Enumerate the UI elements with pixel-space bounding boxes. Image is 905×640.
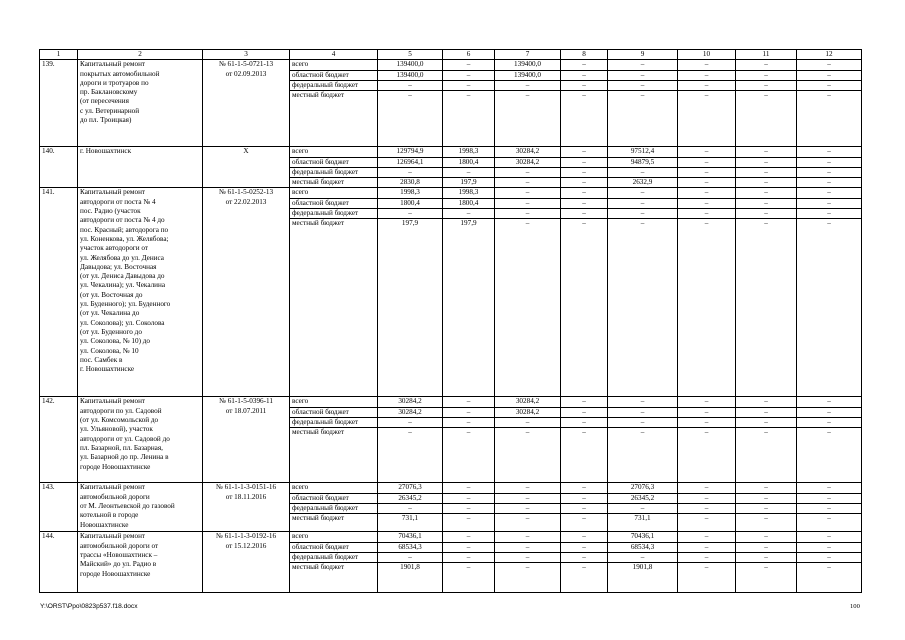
amount-cell: – [797,397,862,407]
amount-cell: – [678,407,736,417]
amount-cell: – [443,167,495,177]
amount-cell: – [495,178,561,188]
row-number: 141. [40,188,78,397]
amount-cell: – [443,407,495,417]
funding-source: федеральный бюджет [290,80,378,90]
document-path: Y:\ORST\Ppo\0823p537.f18.docx [40,603,138,610]
amount-cell: – [495,493,561,503]
amount-cell: – [561,532,608,542]
column-header: 9 [608,50,678,60]
amount-cell: – [797,563,862,593]
header-row [40,50,862,60]
amount-cell: 1998,3 [443,188,495,198]
amount-cell: – [678,428,736,483]
amount-cell: – [443,428,495,483]
row-number: 143. [40,483,78,532]
amount-cell: – [678,91,736,147]
amount-cell: – [797,209,862,219]
funding-source: всего [290,532,378,542]
amount-cell: – [736,178,797,188]
budget-table [39,49,862,593]
amount-cell: – [736,397,797,407]
amount-cell: – [443,70,495,80]
funding-source: местный бюджет [290,91,378,147]
amount-cell: 70436,1 [378,532,443,542]
amount-cell: – [736,542,797,552]
amount-cell: 139400,0 [495,70,561,80]
amount-cell: – [561,147,608,157]
amount-cell: 1901,8 [378,563,443,593]
funding-source: федеральный бюджет [290,553,378,563]
amount-cell: – [608,407,678,417]
amount-cell: – [608,397,678,407]
amount-cell: – [608,91,678,147]
funding-source: всего [290,483,378,493]
amount-cell: – [797,493,862,503]
column-header: 7 [495,50,561,60]
expertise-document: № 61-1-5-0721-13 от 02.09.2013 [203,60,290,147]
amount-cell: 126964,1 [378,157,443,167]
funding-source: местный бюджет [290,219,378,397]
project-name: Капитальный ремонт автодороги по ул. Садовой (от ул. Комсомольской до ул. Ульяновой), участок автодороги от ул. Садовой до пл. Базарной, пл. Базарная, ул. Базарной до пр. Ленина в городе Новошахтинске [78,397,203,483]
amount-cell: – [608,167,678,177]
amount-cell: – [797,504,862,514]
amount-cell: 197,9 [378,219,443,397]
amount-cell: – [561,178,608,188]
amount-cell: – [736,493,797,503]
amount-cell: – [736,188,797,198]
amount-cell: – [678,147,736,157]
funding-source: местный бюджет [290,178,378,188]
amount-cell: 129794,9 [378,147,443,157]
amount-cell: 30284,2 [495,157,561,167]
amount-cell: – [678,219,736,397]
funding-source: областной бюджет [290,493,378,503]
table-row [40,397,862,407]
amount-cell: – [378,167,443,177]
amount-cell: – [495,198,561,208]
expertise-document: № 61-1-5-0396-11 от 18.07.2011 [203,397,290,483]
amount-cell: – [608,428,678,483]
amount-cell: – [608,60,678,70]
amount-cell: – [561,504,608,514]
amount-cell: – [736,514,797,532]
amount-cell: – [736,504,797,514]
amount-cell: – [736,198,797,208]
amount-cell: 68534,3 [608,542,678,552]
amount-cell: 1800,4 [378,198,443,208]
amount-cell: – [561,542,608,552]
expertise-document: № 61-1-1-3-0151-16 от 18.11.2016 [203,483,290,532]
amount-cell: – [678,209,736,219]
amount-cell: – [608,80,678,90]
amount-cell: – [678,188,736,198]
amount-cell: 1998,3 [443,147,495,157]
amount-cell: – [736,80,797,90]
amount-cell: 30284,2 [495,147,561,157]
amount-cell: – [678,532,736,542]
table-row [40,483,862,493]
amount-cell: – [443,80,495,90]
amount-cell: 30284,2 [495,407,561,417]
amount-cell: – [561,483,608,493]
amount-cell: – [736,428,797,483]
amount-cell: – [495,542,561,552]
amount-cell: 139400,0 [495,60,561,70]
amount-cell: – [797,483,862,493]
amount-cell: – [797,188,862,198]
amount-cell: – [608,198,678,208]
funding-source: областной бюджет [290,407,378,417]
column-header: 4 [290,50,378,60]
amount-cell: – [797,147,862,157]
amount-cell: 27076,3 [378,483,443,493]
funding-source: всего [290,188,378,198]
amount-cell: – [608,504,678,514]
column-header: 1 [40,50,78,60]
column-header: 8 [561,50,608,60]
amount-cell: – [443,60,495,70]
amount-cell: – [797,60,862,70]
funding-source: местный бюджет [290,563,378,593]
amount-cell: – [561,493,608,503]
project-name: Капитальный ремонт покрытых автомобильной дороги и тротуаров по пр. Баклановскому (от пересечения с ул. Ветеринарной до пл. Троицкая) [78,60,203,147]
amount-cell: 1800,4 [443,157,495,167]
project-name: Капитальный ремонт автомобильной дороги от трассы «Новошахтинск – Майский» до ул. Радио в городе Новошахтинске [78,532,203,593]
amount-cell: 94879,5 [608,157,678,167]
funding-source: федеральный бюджет [290,418,378,428]
column-header: 3 [203,50,290,60]
amount-cell: – [797,418,862,428]
amount-cell: – [378,91,443,147]
column-header: 11 [736,50,797,60]
column-header: 12 [797,50,862,60]
amount-cell: – [678,397,736,407]
amount-cell: – [678,563,736,593]
amount-cell: – [443,418,495,428]
amount-cell: – [736,157,797,167]
amount-cell: 2632,9 [608,178,678,188]
amount-cell: – [561,60,608,70]
amount-cell: – [561,407,608,417]
amount-cell: – [561,70,608,80]
table-row [40,532,862,542]
funding-source: местный бюджет [290,428,378,483]
amount-cell: – [736,407,797,417]
amount-cell: – [495,188,561,198]
funding-source: федеральный бюджет [290,167,378,177]
amount-cell: – [678,504,736,514]
table-row [40,147,862,157]
amount-cell: – [797,91,862,147]
amount-cell: – [495,483,561,493]
amount-cell: 197,9 [443,219,495,397]
row-number: 142. [40,397,78,483]
amount-cell: 70436,1 [608,532,678,542]
amount-cell: – [797,80,862,90]
amount-cell: – [378,553,443,563]
amount-cell: – [608,188,678,198]
funding-source: всего [290,147,378,157]
amount-cell: – [678,167,736,177]
amount-cell: – [797,178,862,188]
amount-cell: 139400,0 [378,70,443,80]
amount-cell: – [495,532,561,542]
amount-cell: – [736,91,797,147]
amount-cell: – [495,514,561,532]
amount-cell: – [608,553,678,563]
column-header: 10 [678,50,736,60]
amount-cell: – [797,428,862,483]
column-header: 2 [78,50,203,60]
expertise-document: № 61-1-5-0252-13 от 22.02.2013 [203,188,290,397]
amount-cell: – [561,514,608,532]
amount-cell: – [736,532,797,542]
amount-cell: – [797,542,862,552]
amount-cell: 1998,3 [378,188,443,198]
column-header: 5 [378,50,443,60]
expertise-document: Х [203,147,290,188]
amount-cell: – [608,209,678,219]
amount-cell: – [495,80,561,90]
table-row [40,60,862,70]
amount-cell: – [678,157,736,167]
amount-cell: – [736,147,797,157]
amount-cell: – [608,70,678,80]
funding-source: всего [290,60,378,70]
amount-cell: – [495,428,561,483]
funding-source: федеральный бюджет [290,209,378,219]
amount-cell: – [495,563,561,593]
amount-cell: – [736,483,797,493]
amount-cell: – [561,219,608,397]
amount-cell: 2830,8 [378,178,443,188]
amount-cell: 30284,2 [378,407,443,417]
amount-cell: – [443,563,495,593]
amount-cell: – [561,91,608,147]
amount-cell: 731,1 [608,514,678,532]
amount-cell: – [678,553,736,563]
amount-cell: 97512,4 [608,147,678,157]
amount-cell: – [797,532,862,542]
funding-source: областной бюджет [290,70,378,80]
amount-cell: – [561,397,608,407]
amount-cell: – [797,553,862,563]
funding-source: областной бюджет [290,157,378,167]
amount-cell: – [736,209,797,219]
amount-cell: 197,9 [443,178,495,188]
amount-cell: – [495,504,561,514]
amount-cell: – [678,542,736,552]
amount-cell: – [495,553,561,563]
amount-cell: – [561,80,608,90]
funding-source: всего [290,397,378,407]
amount-cell: 68534,3 [378,542,443,552]
amount-cell: – [797,198,862,208]
amount-cell: – [561,157,608,167]
amount-cell: – [678,493,736,503]
amount-cell: – [443,532,495,542]
amount-cell: – [736,418,797,428]
row-number: 139. [40,60,78,147]
funding-source: областной бюджет [290,198,378,208]
amount-cell: – [678,418,736,428]
amount-cell: – [736,167,797,177]
table-row [40,188,862,198]
amount-cell: – [678,70,736,80]
column-header: 6 [443,50,495,60]
amount-cell: – [797,514,862,532]
amount-cell: – [736,60,797,70]
amount-cell: – [561,188,608,198]
row-number: 140. [40,147,78,188]
amount-cell: 1901,8 [608,563,678,593]
amount-cell: – [495,219,561,397]
funding-source: федеральный бюджет [290,504,378,514]
page-number: 100 [850,603,860,610]
amount-cell: – [561,418,608,428]
amount-cell: 26345,2 [608,493,678,503]
amount-cell: – [797,70,862,80]
amount-cell: – [378,80,443,90]
amount-cell: 1800,4 [443,198,495,208]
amount-cell: – [736,70,797,80]
amount-cell: – [797,219,862,397]
amount-cell: 139400,0 [378,60,443,70]
amount-cell: – [443,514,495,532]
amount-cell: – [797,157,862,167]
project-name: г. Новошахтинск [78,147,203,188]
amount-cell: – [443,553,495,563]
amount-cell: – [797,167,862,177]
amount-cell: – [378,418,443,428]
amount-cell: – [561,198,608,208]
amount-cell: – [378,504,443,514]
amount-cell: 30284,2 [378,397,443,407]
amount-cell: – [495,91,561,147]
amount-cell: – [443,397,495,407]
amount-cell: – [678,483,736,493]
amount-cell: – [561,209,608,219]
funding-source: областной бюджет [290,542,378,552]
amount-cell: – [561,167,608,177]
amount-cell: – [443,91,495,147]
amount-cell: – [736,563,797,593]
amount-cell: – [561,428,608,483]
amount-cell: – [443,483,495,493]
amount-cell: – [797,407,862,417]
amount-cell: – [495,209,561,219]
amount-cell: – [678,60,736,70]
amount-cell: – [678,514,736,532]
amount-cell: – [443,504,495,514]
amount-cell: – [495,167,561,177]
project-name: Капитальный ремонт автодороги от поста № 4 пос. Радио (участок автодороги от поста № 4 до пос. Красный; автодорога по ул. Коненкова, ул. Желябова; участок автодороги от ул. Желябова до ул. Дениса Давыдова; ул. Восточная (от ул. Дениса Давыдова до ул. Чекалина); ул. Чекалина (от ул. Восточная до ул. Буденного); ул. Буденного (от ул. Чекалина до ул. Соколова); ул. Соколова (от ул. Буденного до ул. Соколова, № 10) до ул. Соколова, № 10 пос. Самбек в г. Новошахтинске [78,188,203,397]
amount-cell: – [378,209,443,219]
amount-cell: 27076,3 [608,483,678,493]
amount-cell: – [561,553,608,563]
amount-cell: – [736,219,797,397]
amount-cell: – [678,80,736,90]
amount-cell: 30284,2 [495,397,561,407]
amount-cell: – [736,553,797,563]
amount-cell: – [443,209,495,219]
amount-cell: – [608,219,678,397]
amount-cell: – [443,493,495,503]
row-number: 144. [40,532,78,593]
expertise-document: № 61-1-1-3-0192-16 от 15.12.2016 [203,532,290,593]
amount-cell: – [678,178,736,188]
funding-source: местный бюджет [290,514,378,532]
amount-cell: – [678,198,736,208]
amount-cell: 731,1 [378,514,443,532]
amount-cell: – [378,428,443,483]
amount-cell: – [561,563,608,593]
amount-cell: 26345,2 [378,493,443,503]
project-name: Капитальный ремонт автомобильной дороги от М. Леонтьевской до газовой котельной в городе Новошахтинске [78,483,203,532]
amount-cell: – [443,542,495,552]
amount-cell: – [608,418,678,428]
amount-cell: – [495,418,561,428]
